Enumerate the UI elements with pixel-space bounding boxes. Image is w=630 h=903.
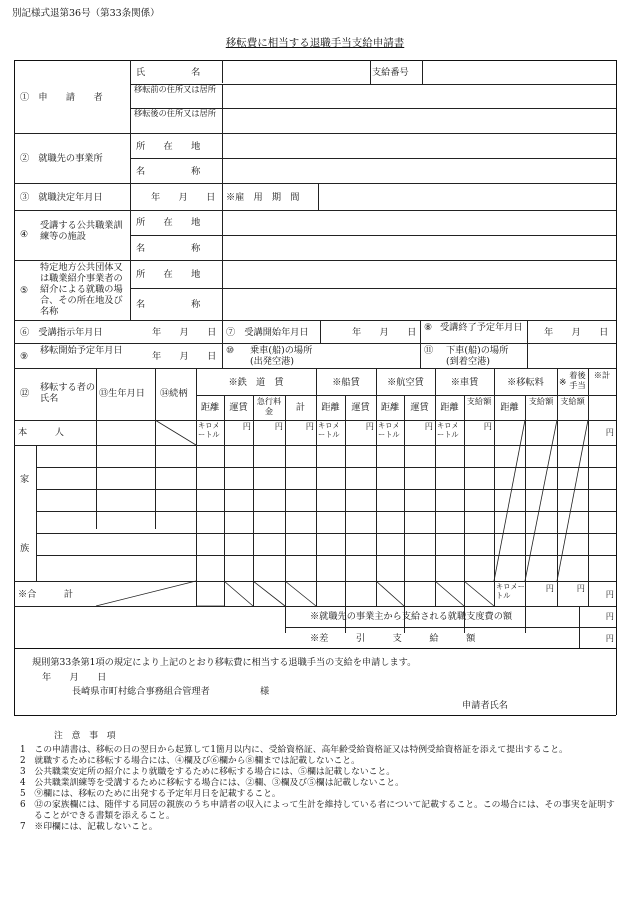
self-air-km-unit: キロメートル [378,421,400,439]
address-before-label: 移転前の住所又は居所 [134,84,216,94]
applicant-section-label: ① 申 請 者 [20,92,103,103]
training-end-placeholder: 年 月 日 [544,327,609,338]
notes-list [20,745,620,833]
group-car-fare: ※車賃 [450,377,479,388]
training-section-label: 受講する公共職業訓練等の施設 [40,220,123,242]
training-start-placeholder: 年 月 日 [352,327,417,338]
col-person-name: 移転する者の氏名 [40,382,96,404]
group-rail-fare: ※鉄 道 賃 [228,377,284,388]
instruction-date-label: ⑥ 受講指示年月日 [20,327,103,338]
hire-date-placeholder: 年 月 日 [151,192,216,203]
sub-settle-amount: 支給額 [560,396,585,406]
boarding-label: 乗車(船)の場所 [250,345,313,356]
self-rail-express-unit: 円 [274,421,283,431]
grand-total-unit: 円 [605,589,614,599]
note-item: 7 ※印欄には、記載しないこと。 [20,822,158,832]
note-item: 4 公共職業訓練等を受講するために移転する場合には、②欄、③欄及び⑤欄は記載しないこと。 [20,778,404,788]
sub-car-amount: 支給額 [466,396,492,406]
declaration-honorific: 様 [260,686,270,697]
self-total-unit: 円 [605,427,614,437]
employer-name-label: 名 称 [136,166,201,177]
self-row-label: 本 人 [18,427,64,438]
family-label-top: 家 [20,474,30,485]
total-moving-km-unit: キロメートル [496,582,525,600]
form-reference: 別記様式退第36号（第33条関係） [12,8,160,19]
sub-air-fare: 運賃 [410,402,429,413]
note-item: 2 就職するために移転する場合には、④欄及び⑥欄から⑧欄までは記載しないこと。 [20,756,360,766]
sub-moving-amount: 支給額 [528,396,554,406]
move-start-number: ⑨ [20,351,29,362]
referral-section-number: ⑤ [20,285,29,296]
total-moving-amount-unit: 円 [545,583,554,593]
name-label: 氏 名 [136,67,201,78]
sub-moving-distance: 距離 [500,402,519,413]
declaration-text: 規則第33条第1項の規定により上記のとおり移転費に相当する退職手当の支給を申請します。 [32,657,417,668]
self-car-amount-unit: 円 [483,421,492,431]
sub-rail-total: 計 [295,402,306,413]
declaration-date: 年 月 日 [42,672,107,683]
training-name-label: 名 称 [136,243,201,254]
self-air-fare-unit: 円 [424,421,433,431]
referral-location-label: 所 在 地 [136,269,201,280]
page-title: 移転費に相当する退職手当支給申請書 [225,37,405,49]
training-start-label: ⑦ 受講開始年月日 [226,327,309,338]
sub-ship-distance: 距離 [321,402,340,413]
difference-label: ※差 引 支 給 額 [310,633,476,644]
sub-rail-distance: 距離 [200,402,220,413]
self-car-km-unit: キロメートル [437,421,459,439]
total-settle-amount-unit: 円 [576,583,585,593]
referral-name-label: 名 称 [136,299,201,310]
employer-location-label: 所 在 地 [136,141,201,152]
employer-paid-label: ※就職先の事業主から支給される就職支度費の額 [310,611,513,622]
self-rail-fare-unit: 円 [242,421,251,431]
col-birth-date: ⑬生年月日 [99,388,145,399]
sub-rail-express: 急行料金 [256,396,282,416]
grand-total-label: ※合 計 [18,589,74,600]
employer-paid-unit: 円 [605,611,614,621]
employment-period-label: ※雇 用 期 間 [226,192,300,203]
training-location-label: 所 在 地 [136,217,201,228]
self-rail-km-unit: キロメートル [198,421,220,439]
applicant-name-label: 申請者氏名 [462,700,508,711]
sub-ship-fare: 運賃 [351,402,370,413]
sub-rail-fare: 運賃 [229,402,248,413]
move-start-label: 移転開始予定年月日 [40,345,123,356]
training-end-number: ⑧ [424,322,433,333]
members-section-number: ⑫ [20,388,30,399]
sub-air-distance: 距離 [380,402,400,413]
declaration-addressee: 長崎県市町村総合事務組合管理者 [72,686,210,697]
self-ship-km-unit: キロメートル [318,421,340,439]
note-item: 3 公共職業安定所の紹介により就職をするために移転する場合には、⑤欄は記載しないこと。 [20,767,396,777]
hire-date-label: ③ 就職決定年月日 [20,192,103,203]
referral-section-label: 特定地方公共団体又は職業紹介事業者の紹介による就職の場合、その所在地及び名称 [40,262,123,317]
group-settle-prefix: ※ [559,377,567,388]
instruction-date-placeholder: 年 月 日 [152,327,217,338]
sub-car-distance: 距離 [440,402,459,413]
group-moving-fee: ※移転料 [507,377,544,388]
alighting-sub: (到着空港) [446,356,490,367]
difference-unit: 円 [605,633,614,643]
group-air-fare: ※航空賃 [387,377,424,388]
move-start-placeholder: 年 月 日 [152,351,217,362]
self-rail-total-unit: 円 [305,421,314,431]
note-item: 1 この申請書は、移転の日の翌日から起算して1箇月以内に、受給資格証、高年齢受給資格証又は特例受給資格証を添えて提出すること。 [20,745,568,755]
address-after-label: 移転後の住所又は居所 [134,108,216,118]
col-relation: ⑭続柄 [160,388,188,399]
training-section-number: ④ [20,229,29,240]
note-item: 5 ⑨欄には、移転のために出発する予定年月日を記載すること。 [20,789,281,799]
boarding-number: ⑩ [226,345,235,356]
note-item: 6 ⑫の家族欄には、随伴する同居の親族のうち申請者の収入によって生計を維持している者について記載すること。この場合には、その事実を証明することができる書類を添えること。 [20,800,615,821]
training-end-label: 受講終了予定年月日 [440,322,523,333]
employer-section-label: ② 就職先の事業所 [20,153,103,164]
group-ship-fare: ※船賃 [332,377,360,388]
self-ship-fare-unit: 円 [365,421,374,431]
alighting-label: 下車(船)の場所 [446,345,509,356]
group-total: ※計 [593,370,611,380]
notes-heading: 注 意 事 項 [54,731,116,741]
benefit-number-label: 支給番号 [372,67,409,78]
group-settle-allowance: 着後手当 [569,370,586,390]
boarding-sub: (出発空港) [250,356,294,367]
alighting-number: ⑪ [424,345,434,356]
family-label-bottom: 族 [20,543,30,554]
